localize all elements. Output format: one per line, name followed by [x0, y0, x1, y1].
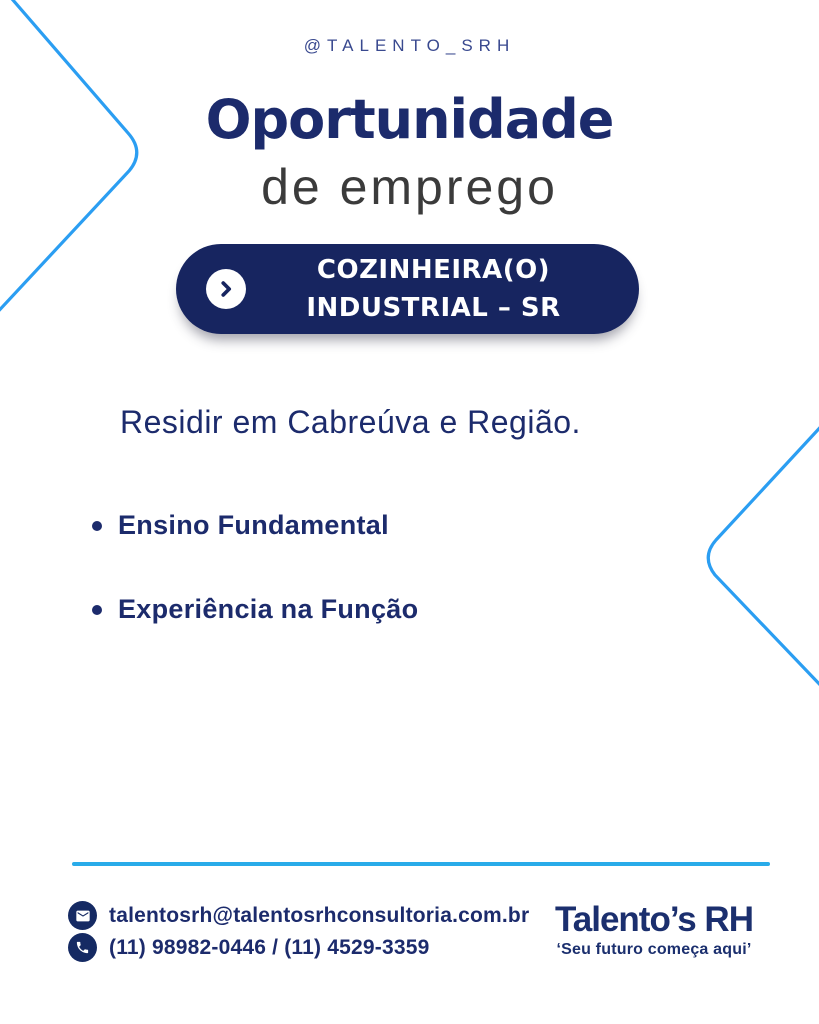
brand-name: Talento’s RH — [554, 900, 753, 939]
job-title-badge — [176, 244, 639, 334]
phone-row — [68, 933, 429, 962]
requirements-list — [92, 510, 418, 678]
email-text: talentosrh@talentosrhconsultoria.com.br — [109, 903, 530, 927]
headline-sub: de emprego — [261, 159, 558, 215]
brand-tagline: ‘Seu futuro começa aqui’ — [556, 941, 752, 958]
phone-text: (11) 98982-0446 / (11) 4529-3359 — [109, 935, 430, 959]
instagram-handle: @TALENTO_SRH — [303, 36, 516, 55]
brand-logo — [555, 901, 753, 959]
chevron-right-decoration — [708, 420, 819, 692]
envelope-icon — [68, 901, 97, 930]
requirement-item: Ensino Fundamental — [92, 510, 418, 541]
phone-icon — [68, 933, 97, 962]
location-text: Residir em Cabreúva e Região. — [120, 404, 581, 440]
job-title-line1: COZINHEIRA(O) — [316, 255, 551, 285]
requirement-item: Experiência na Função — [92, 594, 418, 625]
job-title-line2: INDUSTRIAL – SR — [306, 293, 561, 323]
job-title-text — [254, 251, 560, 327]
footer-divider — [72, 862, 770, 866]
email-row — [68, 901, 529, 930]
headline-main: Oportunidade — [205, 88, 614, 151]
chevron-right-icon — [206, 269, 246, 309]
